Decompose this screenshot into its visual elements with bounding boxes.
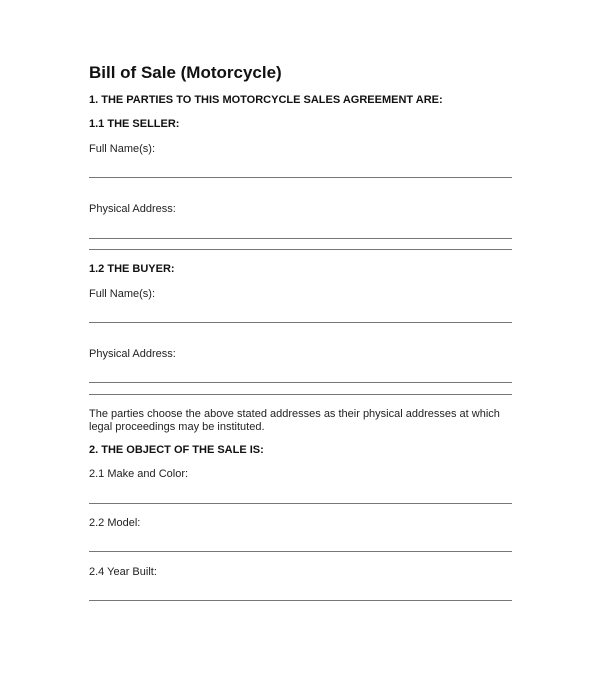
seller-address-line-2 bbox=[89, 249, 512, 250]
make-color-label: 2.1 Make and Color: bbox=[89, 468, 189, 480]
seller-address-line-1 bbox=[89, 238, 512, 239]
year-built-line bbox=[89, 600, 512, 601]
make-color-line bbox=[89, 503, 512, 504]
seller-name-label: Full Name(s): bbox=[89, 143, 156, 155]
buyer-address-line-1 bbox=[89, 382, 512, 383]
buyer-address-line-2 bbox=[89, 394, 512, 395]
document-title: Bill of Sale (Motorcycle) bbox=[89, 63, 282, 82]
seller-name-line bbox=[89, 177, 512, 178]
buyer-address-label: Physical Address: bbox=[89, 348, 176, 360]
year-built-label: 2.4 Year Built: bbox=[89, 566, 157, 578]
model-line bbox=[89, 551, 512, 552]
seller-address-label: Physical Address: bbox=[89, 203, 176, 215]
buyer-name-label: Full Name(s): bbox=[89, 288, 156, 300]
seller-heading: 1.1 THE SELLER: bbox=[89, 118, 180, 130]
section-1-heading: 1. THE PARTIES TO THIS MOTORCYCLE SALES AGREEMENT ARE: bbox=[89, 94, 443, 106]
buyer-name-line bbox=[89, 322, 512, 323]
model-label: 2.2 Model: bbox=[89, 517, 141, 529]
addresses-note: The parties choose the above stated addresses as their physical addresses at which legal proceedings may be instituted. bbox=[89, 408, 500, 433]
section-2-heading: 2. THE OBJECT OF THE SALE IS: bbox=[89, 444, 264, 456]
buyer-heading: 1.2 THE BUYER: bbox=[89, 263, 175, 275]
